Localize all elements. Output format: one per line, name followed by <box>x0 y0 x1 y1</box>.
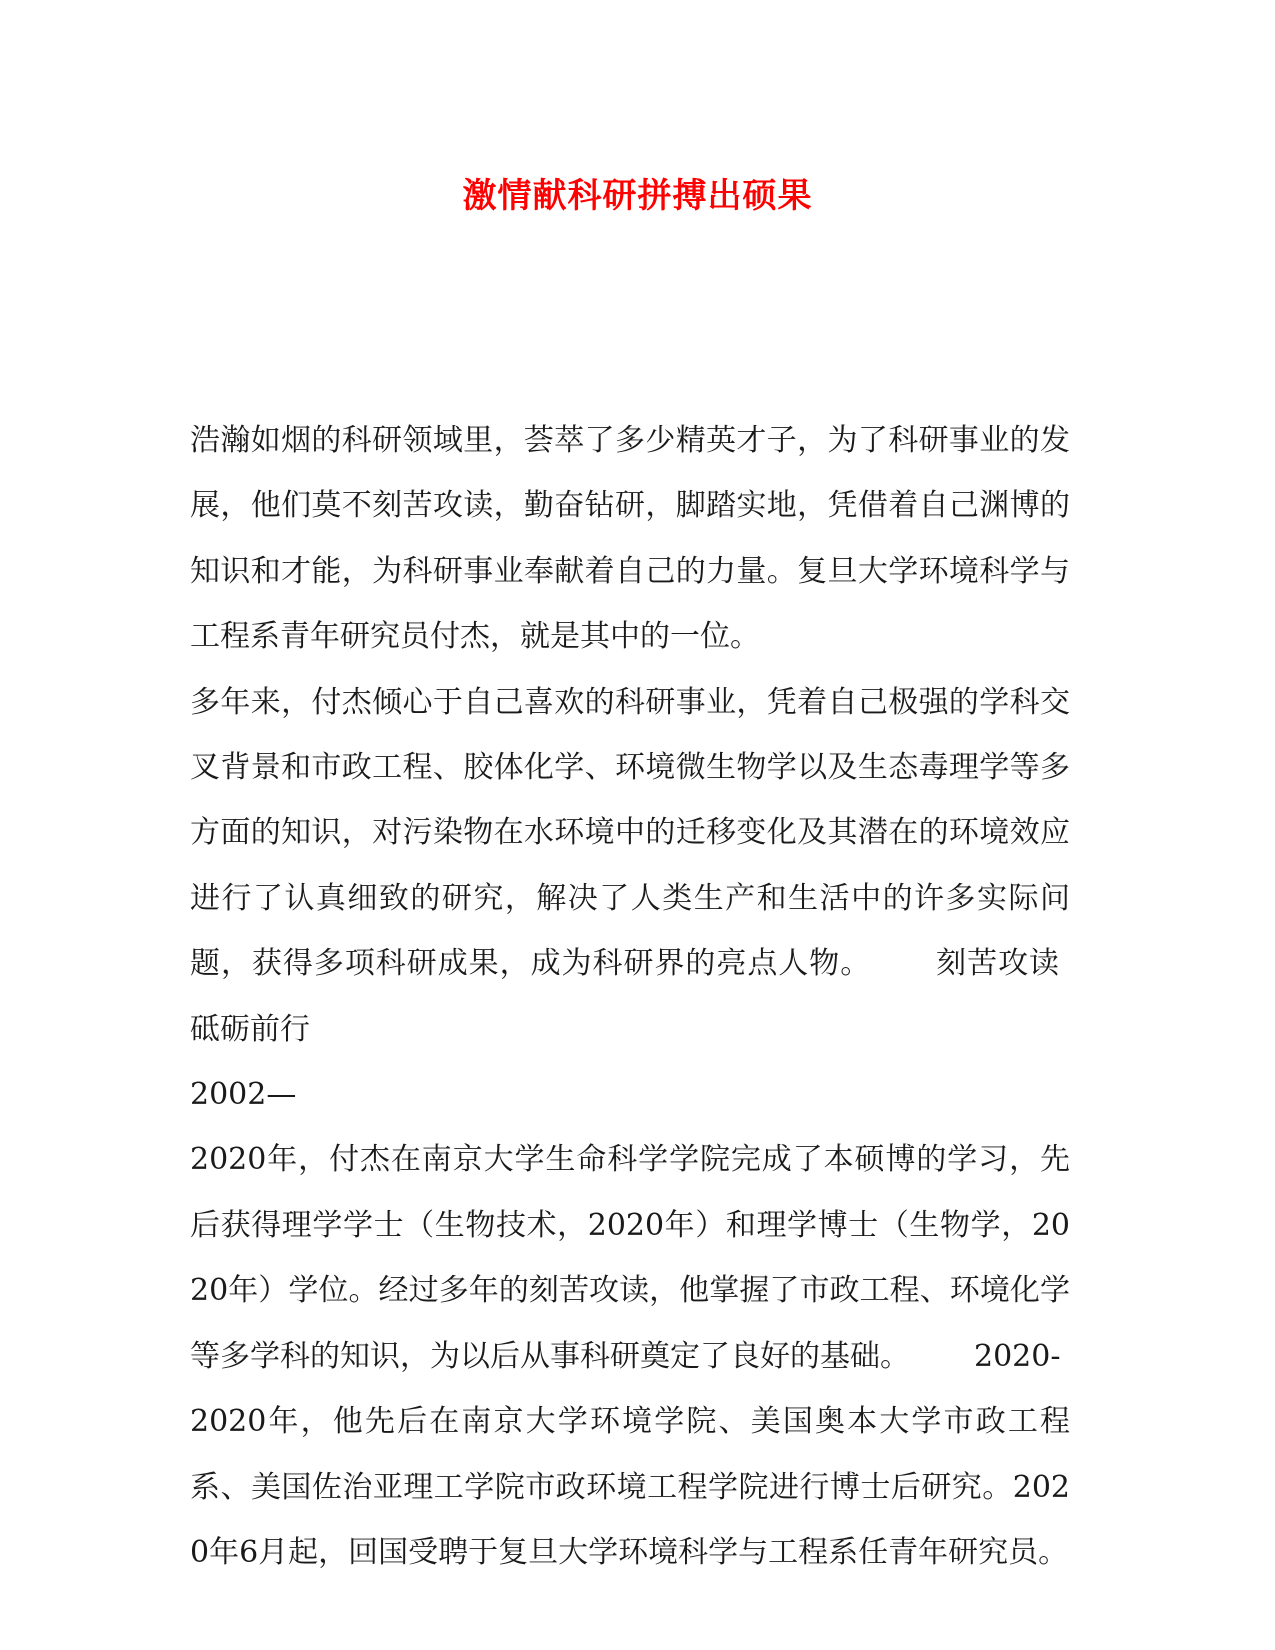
document-body <box>190 408 1070 1585</box>
document-title: 激情献科研拼搏出硕果 <box>462 176 813 216</box>
year-range-start: 2002— <box>190 1077 297 1113</box>
paragraph-overview-text: 多年来，付杰倾心于自己喜欢的科研事业，凭着自己极强的学科交叉背景和市政工程、胶体化学、环境微生物学以及生态毒理学等多方面的知识，对污染物在水环境中的迁移变化及其潜在的环境效应进行了认真细致的研究，解决了人类生产和生活中的许多实际问题，获得多项科研成果，成为科研界的亮点人物。 <box>190 684 1070 982</box>
paragraph-education-text: 2020年，付杰在南京大学生命科学学院完成了本硕博的学习，先后获得理学学士（生物技术，2020年）和理学博士（生物学，2020年）学位。经过多年的刻苦攻读，他掌握了市政工程、环境化学等多学科的知识，为以后从事科研奠定了良好的基础。 <box>190 1142 1070 1374</box>
paragraph-intro: 浩瀚如烟的科研领域里，荟萃了多少精英才子，为了科研事业的发展，他们莫不刻苦攻读，勤奋钻研，脚踏实地，凭借着自己渊博的知识和才能，为科研事业奉献着自己的力量。复旦大学环境科学与工程系青年研究员付杰，就是其中的一位。 <box>190 423 1070 655</box>
paragraph-postdoc: 2020年，他先后在南京大学环境学院、美国奥本大学市政工程系、美国佐治亚理工学院市政环境工程学院进行博士后研究。2020年6月起，回国受聘于复旦大学环境科学与工程系任青年研究员。 <box>190 1404 1070 1570</box>
paragraph-education <box>190 1127 1070 1389</box>
paragraph-education-tail: 2020- <box>974 1338 1061 1374</box>
section-heading-part1: 刻苦攻读 <box>935 946 1061 982</box>
paragraph-overview <box>190 670 1070 1062</box>
section-heading-part2: 砥砺前行 <box>190 1011 310 1047</box>
